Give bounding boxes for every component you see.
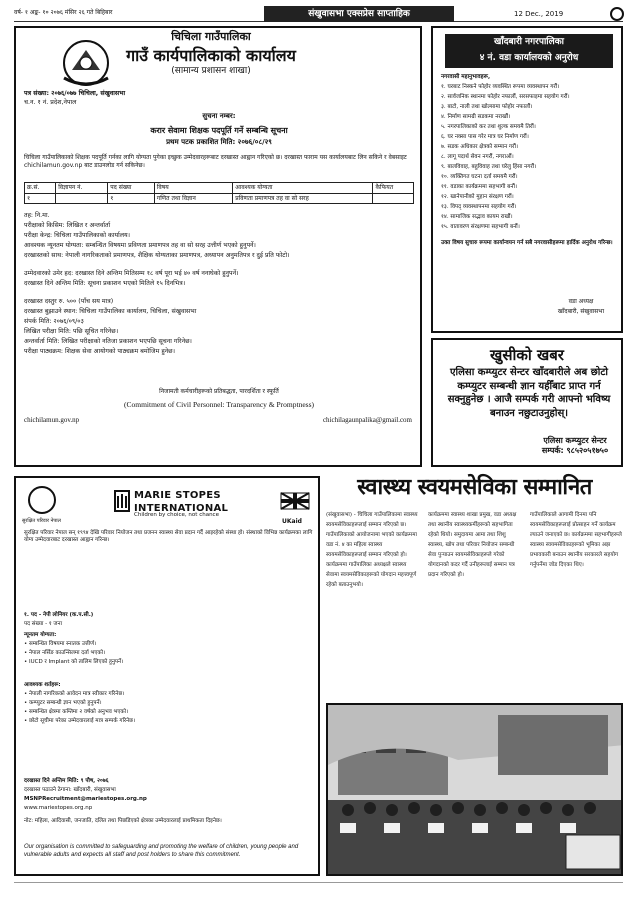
publish-date: प्रथम पटक प्रकाशित मिति: २०७६/०८/२९ <box>166 138 272 146</box>
note-text: नोट: महिला, आदिवासी, जनजाति, दलित तथा पिछडिएको क्षेत्रका उम्मेदवारलाई प्राथमिकता दिइनेछ। <box>24 818 222 824</box>
issue-info: वर्ष- १ अङ्क- १० २०७६ मंसिर २६ गते बिहिबार <box>14 9 113 16</box>
safeguarding-commitment: Our organisation is committed to safeguarding and promoting the welfare of children, young people and vulnerable adults and expects all staff and post holders to share this commitment. <box>24 844 299 858</box>
website-link[interactable]: www.mariestopes.org.np <box>24 805 93 811</box>
issue-date: 12 Dec., 2019 <box>514 10 564 18</box>
detail-line: परीक्षा केन्द्र: चिचिला गाउँपालिकाको कार्यालय। <box>24 232 131 239</box>
detail-line: आवश्यक न्यूनतम योग्यता: सम्बन्धित विषयमा प्रविणता प्रमाणपत्र तह वा सो सरह उत्तीर्ण भएको हुनुपर्ने। <box>24 242 256 249</box>
condition-item: • कम्प्युटर सम्बन्धी ज्ञान भएको हुनुपर्ने। <box>24 700 102 706</box>
recruitment-email[interactable]: MSNPRecruitment@mariestopes.org.np <box>24 796 147 802</box>
email-link[interactable]: chichilagaunpalika@gmail.com <box>322 416 412 424</box>
center-name: एलिसा कम्प्युटर सेन्टर <box>543 436 607 445</box>
detail-line: संपर्क मिति: २०७६/०९/०३ <box>24 318 84 325</box>
table-cell: प्रविणता प्रमाणपत्र तह वा सो सरह <box>233 193 373 204</box>
table-header: पद संख्या <box>108 183 155 194</box>
marie-stopes-logo-icon <box>114 490 130 512</box>
request-item: ७. सडक अधिकार क्षेत्रको सम्मान गरौं। <box>441 144 519 150</box>
table-header: विषय <box>154 183 232 194</box>
teacher-vacancy-notice <box>14 26 422 467</box>
requirement-item: • नेपाल नर्सिङ काउन्सिलमा दर्ता भएको। <box>24 650 106 656</box>
table-cell <box>56 193 108 204</box>
table-header: आवश्यक योग्यता <box>233 183 373 194</box>
table-header: क्र.सं. <box>25 183 56 194</box>
brand-tagline: Children by choice, not chance <box>134 512 219 518</box>
detail-line: दरखास्त दस्तुर रु. ५०० (पाँच सय मात्र) <box>24 298 114 305</box>
detail-line: तह: नि.मा. <box>24 212 50 219</box>
organisation-logo-icon <box>28 486 56 514</box>
request-item: १. घरबाट निस्कने फोहोर व्यवस्थित रूपमा व्यवस्थापन गरौं। <box>441 84 560 90</box>
office-section: (सामान्य प्रशासन शाखा) <box>171 66 251 76</box>
footer-rule <box>14 882 623 883</box>
newspaper-title: संखुवासभा एक्सप्रेस साप्ताहिक <box>264 6 454 22</box>
marie-stopes-vacancy <box>14 476 320 876</box>
notice-number-label: सुचना नम्बर: <box>202 112 236 120</box>
request-item: १२. खानेपानीको मुहान संरक्षण गरौं। <box>441 194 514 200</box>
request-item: ६. घर नक्सा पास गरेर मात्र घर निर्माण गरौं। <box>441 134 529 140</box>
ad-signature <box>529 436 621 456</box>
table-cell: १ <box>25 193 56 204</box>
vacancy-table <box>24 182 414 204</box>
request-item: ५. नगरपालिकाको कर तथा शुल्क समयमै तिरौं। <box>441 124 536 130</box>
logo-caption: सुरक्षित परिवार नेपाल <box>22 518 61 524</box>
ukaid-flag-icon <box>280 492 310 518</box>
post-title: १. पद - नेपी लोनियर (क.प.सी.) <box>24 612 94 618</box>
detail-line: परीक्षाको किसिम: लिखित र अन्तर्वार्ता <box>24 222 111 229</box>
requirement-item: • सम्बन्धित विषयमा स्नातक उत्तीर्ण। <box>24 641 97 647</box>
ad-title: खुसीको खबर <box>490 346 564 364</box>
post-slots: पद संख्या - १ जना <box>24 621 62 627</box>
table-header: कैफियत <box>373 183 414 194</box>
requirements-heading: न्यूनतम योग्यता: <box>24 632 57 638</box>
request-item: १४. सामाजिक सद्भाव कायम राखौं। <box>441 214 513 220</box>
request-item: ९. बालविवाह, बहुविवाह तथा घरेलु हिंसा नगरौं। <box>441 164 537 170</box>
news-column: (संखुवासभा) - चिचिला गाउँपालिकामा स्वास्थ्य स्वयमसेविकाहरूलाई सम्मान गरिएको छ। गाउँपालिकाको आयोजनामा भएको कार्यक्रममा वडा नं. ४ का महिला स्वास्थ्य स्वयमसेविकाहरूलाई सम्मान गरिएको हो। कार्यक्रममा गाउँपालिका अध्यक्षले स्वास्थ्य सेवामा स्वयमसेविकाहरूको योगदान महत्त्वपूर्ण रहेको बताउनुभयो। <box>326 512 418 588</box>
news-photo <box>326 703 623 876</box>
notice-body: चिचिला गाउँपालिकाको शिक्षक पदपूर्ति गर्नका लागि योग्यता पुगेका इच्छुक उम्मेदवारहरूबाट दरखास्त आह्वान गरिएको छ। दरखास्त फाराम यस कार्यालयबाट लिन सकिने र वेबसाइट chichilamun.gov.np बाट डाउनलोड गर्न सकिनेछ। <box>24 154 407 169</box>
request-item: ३. बाटो, नाली तथा खोल्सामा फोहोर नफालौं। <box>441 104 533 110</box>
detail-line: दरखास्तको साथ: नेपाली नागरिकताको प्रमाणपत्र, शैक्षिक योग्यताका प्रमाणपत्र, अध्यापन अनुमतिपत्र र दुई प्रति फोटो। <box>24 252 290 259</box>
office-address: च.न. १ नं. प्रदेश,नेपाल <box>24 99 77 106</box>
notice-title: करार सेवामा शिक्षक पदपूर्ति गर्ने सम्बन्धि सूचना <box>150 126 288 135</box>
request-item: २. सार्वजनिक स्थानमा फोहोर नफालौं, सरसफाइमा सहयोग गरौं। <box>441 94 570 100</box>
table-cell: १ <box>108 193 155 204</box>
group-photo-illustration <box>328 705 623 876</box>
news-column: गाउँपालिकाले आगामी दिनमा पनि स्वयमसेविकाहरूलाई प्रोत्साहन गर्ने कार्यक्रम ल्याउने जनाएको छ। कार्यक्रममा सहभागीहरूले स्वास्थ्य स्वयमसेविकाहरूको भूमिका अझ प्रभावकारी बनाउन स्थानीय सरकारले सहयोग गर्नुपर्नेमा जोड दिएका थिए। <box>530 512 622 568</box>
municipality-name: खाँदबारी नगरपालिका <box>494 37 564 47</box>
request-item: ८. लागू पदार्थ सेवन नगरौं, नगराऔं। <box>441 154 514 160</box>
news-headline: स्वास्थ्य स्वयमसेविका सम्मानित <box>357 475 592 500</box>
signer-note: निजामती कर्मचारीहरूको प्रतिबद्धता, पारदर्शिता र स्फूर्ति <box>159 388 279 395</box>
deadline: दरखास्त दिने अन्तिम मिति: ९ पौष, २०७६ <box>24 778 109 784</box>
signer-title: वडा अध्यक्ष <box>568 298 594 305</box>
website-link[interactable]: chichilamun.gov.np <box>24 416 80 424</box>
ward-office-request-notice <box>431 26 623 333</box>
detail-line: दरखास्त बुझाउने स्थान: चिचिला गाउँपालिका कार्यालय, चिचिला, संखुवासभा <box>24 308 197 315</box>
table-cell <box>373 193 414 204</box>
reference-number: पत्र संख्या: २०७६/०७७ चिचिला, संखुवासभा <box>24 90 126 97</box>
nepal-emblem-icon <box>58 38 114 88</box>
application-address: दरखास्त पठाउने ठेगाना: खाँदबारी, संखुवासभा <box>24 787 116 793</box>
news-column: कार्यक्रममा स्वास्थ्य शाखा प्रमुख, वडा अध्यक्ष तथा स्थानीय स्वास्थ्यकर्मीहरूको सहभागिता रहेको थियो। समुदायमा आमा तथा शिशु स्वास्थ्य, खोप तथा परिवार नियोजन सम्बन्धी सेवा पुर्‍याउन स्वयमसेविकाहरूले गरेको योगदानको कदर गर्दै उनीहरूलाई सम्मान पत्र प्रदान गरिएको हो। <box>428 512 517 578</box>
contact-number: सम्पर्क: ९८५२०५१७५० <box>541 446 609 455</box>
commitment-motto: (Commitment of Civil Personnel: Transparency & Promptness) <box>124 400 314 409</box>
paper-logo-icon <box>610 7 624 21</box>
request-item: ४. निर्माण सामग्री सडकमा नराखौं। <box>441 114 511 120</box>
detail-line: लिखित परीक्षा मिति: पछि सूचित गरिनेछ। <box>24 328 119 335</box>
detail-line: अन्तर्वार्ता मिति: लिखित परीक्षाको नतिजा प्रकाशन भएपछि सूचना गरिनेछ। <box>24 338 192 345</box>
detail-line: दरखास्त दिने अन्तिम मिति: सूचना प्रकाशन भएको मितिले १५ दिनभित्र। <box>24 280 186 287</box>
condition-item: • सम्बन्धित क्षेत्रमा कम्तिमा २ वर्षको अनुभव भएको। <box>24 709 129 715</box>
request-item: १३. विपद् व्यवस्थापनमा सहयोग गरौं। <box>441 204 517 210</box>
brand-name: MARIE STOPES INTERNATIONAL <box>134 490 229 514</box>
ward-office-name: ४ नं. वडा कार्यालयको अनुरोध <box>479 53 579 63</box>
condition-item: • नेपाली नागरिकको आवेदन मात्र स्वीकार गरिनेछ। <box>24 691 125 697</box>
signer-place: खाँदबारी, संखुवासभा <box>557 308 605 315</box>
table-cell: गणित तथा विज्ञान <box>154 193 232 204</box>
request-item: १५. वातावरण संरक्षणमा सहभागी बनौं। <box>441 224 520 230</box>
intro-text: सुरक्षित परिवार नेपाल सन् १९९४ देखि परिवार नियोजन तथा प्रजनन स्वास्थ्य सेवा प्रदान गर्दै आइरहेको संस्था हो। संस्थाको विभिन्न कार्यक्रमका लागि योग्य उम्मेदवारबाट दरखास्त आह्वान गरिन्छ। <box>24 530 313 543</box>
conditions-heading: आवश्यक शर्तहरू: <box>24 682 61 688</box>
detail-line: उम्मेदवारको उमेर हद: दरखास्त दिने अन्तिम मितिसम्म १८ वर्ष पूरा भई ४० वर्ष ननाघेको हुनुपर्ने। <box>24 270 239 277</box>
detail-line: परीक्षा पाठ्यक्रम: शिक्षक सेवा आयोगको पाठ्यक्रम बमोजिम हुनेछ। <box>24 348 175 355</box>
office-name: गाउँ कार्यपालिकाको कार्यालय <box>126 46 296 65</box>
request-item: १०. व्यक्तिगत घटना दर्ता समयमै गरौं। <box>441 174 518 180</box>
notice-heading <box>445 34 613 68</box>
closing-request: उक्त विषय सुचारु रूपमा कार्यान्वयन गर्न सबै नगरवासीहरूमा हार्दिक अनुरोध गरिन्छ। <box>441 240 613 246</box>
condition-item: • छोटो सूचीमा परेका उम्मेदवारलाई मात्र सम्पर्क गरिनेछ। <box>24 718 136 724</box>
request-item: ११. वडाका कार्यक्रममा सहभागी बनौं। <box>441 184 518 190</box>
computer-center-ad <box>431 338 623 467</box>
ad-body: एलिसा कम्प्युटर सेन्टर खाँदबारीले अब छोटो कम्प्युटर सम्बन्धी ज्ञान यहीँबाट प्राप्त गर्न सक्नुहुनेछ । आजै सम्पर्क गरी आफ्नो भविष्य बनाउन नछुटाउनुहोस्। <box>447 367 611 419</box>
table-header: विज्ञापन नं. <box>56 183 108 194</box>
requirement-item: • IUCD र Implant को तालिम लिएको हुनुपर्ने। <box>24 659 124 665</box>
page-header <box>14 6 623 22</box>
greeting: नगरवासी महानुभावहरू, <box>441 74 491 80</box>
ukaid-label: UKaid <box>282 518 302 525</box>
municipality-name: चिचिला गाउँपालिका <box>171 30 251 43</box>
